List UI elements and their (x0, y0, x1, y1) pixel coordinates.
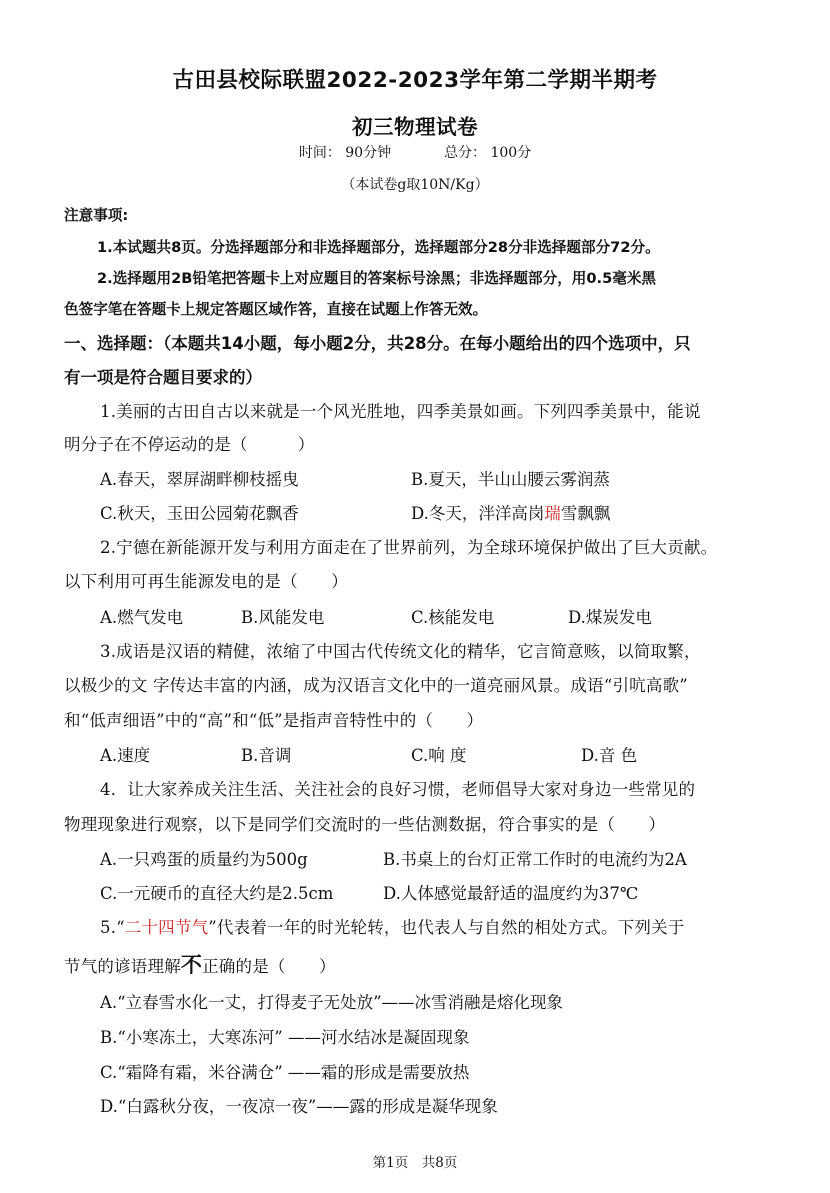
question-2-stem: 2.宁德在新能源开发与利用方面走在了世界前列，为全球环境保护做出了巨大贡献。 (100, 538, 718, 557)
option-d-text: D.冬天，泮洋高岗 (411, 504, 545, 523)
question-2-option-d: D.煤炭发电 (568, 608, 652, 627)
question-1-option-b: B.夏天，半山山腰云雾润蒸 (411, 470, 610, 489)
question-4-option-a: A.一只鸡蛋的质量约为500g (100, 850, 308, 869)
question-3-option-b: B.音调 (241, 746, 292, 765)
section-1-heading: 一、选择题：（本题共14小题，每小题2分，共28分。在每小题给出的四个选项中，只 (64, 334, 691, 353)
exam-meta (0, 142, 830, 162)
stem-emphasis: 不 (180, 953, 203, 977)
notice-heading: 注意事项: (64, 207, 129, 224)
question-3-option-c: C.响 度 (411, 746, 467, 765)
question-3-stem-end: 和“低声细语”中的“高”和“低”是指声音特性中的（ ） (64, 711, 484, 730)
question-5-option-a: A.“立春雪水化一丈，打得麦子无处放”——冰雪消融是熔化现象 (100, 993, 564, 1012)
question-5-option-c: C.“霜降有霜，米谷满仓” ——霜的形成是需要放热 (100, 1063, 470, 1082)
option-d-text-end: 雪飘飘 (560, 504, 611, 523)
question-2-stem-cont: 以下利用可再生能源发电的是（ ） (64, 572, 348, 591)
stem-highlight: 二十四节气 (124, 918, 209, 937)
question-2-option-a: A.燃气发电 (100, 608, 184, 627)
question-4-option-d: D.人体感觉最舒适的温度约为37℃ (383, 884, 639, 903)
stem-text-end: ”代表着一年的时光轮转，也代表人与自然的相处方式。下列关于 (208, 918, 685, 937)
option-d-highlight: 瑞 (544, 504, 561, 523)
stem-text: 节气的谚语理解 (64, 957, 181, 976)
exam-subtitle: 初三物理试卷 (352, 115, 478, 139)
question-2-option-b: B.风能发电 (241, 608, 325, 627)
question-5-stem-cont (64, 949, 336, 979)
question-4-option-c: C.一元硬币的直径大约是2.5cm (100, 884, 334, 903)
notice-item-2-line-1: 2.选择题用2B铅笔把答题卡上对应题目的答案标号涂黑；非选择题部分，用0.5毫米黑 (97, 270, 657, 287)
question-5-option-d: D.“白露秋分夜，一夜凉一夜”——露的形成是凝华现象 (100, 1097, 498, 1116)
question-3-option-d: D.音 色 (581, 746, 638, 765)
question-3-option-a: A.速度 (100, 746, 151, 765)
question-1-stem: 1.美丽的古田自古以来就是一个风光胜地，四季美景如画。下列四季美景中，能说 (100, 402, 701, 421)
stem-text-end: 正确的是（ ） (202, 957, 336, 976)
gravity-note: （本试卷g取10N/Kg） (341, 177, 489, 193)
question-4-stem-cont: 物理现象进行观察，以下是同学们交流时的一些估测数据，符合事实的是（ ） (64, 815, 666, 834)
question-1-option-a: A.春天，翠屏湖畔柳枝摇曳 (100, 470, 299, 489)
question-1-option-c: C.秋天，玉田公园菊花飘香 (100, 504, 299, 523)
question-1-stem-cont: 明分子在不停运动的是（ ） (64, 435, 315, 454)
score-label: 总分： 100分 (444, 145, 532, 161)
exam-title: 古田县校际联盟2022-2023学年第二学期半期考 (172, 68, 658, 93)
question-3-stem-cont: 以极少的文 字传达丰富的内涵，成为汉语言文化中的一道亮丽风景。成语“引吭高歌” (64, 676, 688, 695)
question-5-stem (100, 914, 685, 938)
question-2-option-c: C.核能发电 (411, 608, 495, 627)
question-5-option-b: B.“小寒冻土，大寒冻河” ——河水结冰是凝固现象 (100, 1028, 470, 1047)
notice-item-2-line-2: 色签字笔在答题卡上规定答题区域作答，直接在试题上作答无效。 (64, 301, 488, 318)
question-3-stem: 3.成语是汉语的精健，浓缩了中国古代传统文化的精华，它言简意赅，以简取繁， (100, 642, 701, 661)
stem-text: 5.“ (100, 918, 125, 937)
question-4-stem: 4．让大家养成关注生活、关注社会的良好习惯，老师倡导大家对身边一些常见的 (100, 780, 696, 799)
notice-item-1: 1.本试题共8页。分选择题部分和非选择题部分，选择题部分28分非选择题部分72分。 (97, 239, 660, 256)
question-4-option-b: B.书桌上的台灯正常工作时的电流约为2A (383, 850, 687, 869)
page-footer: 第1页 共8页 (372, 1155, 458, 1171)
section-1-heading-cont: 有一项是符合题目要求的） (64, 368, 262, 387)
time-label: 时间： 90分钟 (298, 145, 392, 161)
question-1-option-d (411, 500, 610, 524)
